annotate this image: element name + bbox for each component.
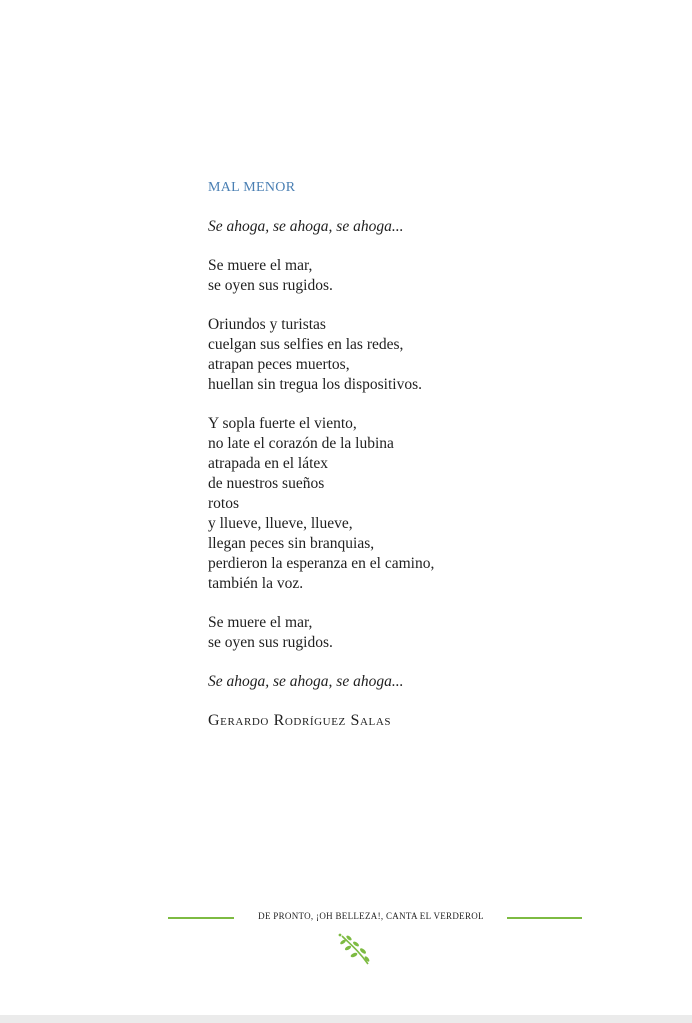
- poem-line: de nuestros sueños: [208, 475, 325, 492]
- poem: [208, 178, 628, 731]
- leaf-sprig-icon: [334, 930, 374, 968]
- poem-line: rotos: [208, 495, 239, 512]
- opening-refrain: Se ahoga, se ahoga, se ahoga...: [208, 218, 404, 235]
- stanza: [208, 256, 628, 296]
- poem-line: no late el corazón de la lubina: [208, 435, 394, 452]
- poem-line: Se muere el mar,: [208, 257, 313, 274]
- closing-refrain: Se ahoga, se ahoga, se ahoga...: [208, 673, 404, 690]
- poem-line: perdieron la esperanza en el camino,: [208, 555, 435, 572]
- footer-rule-left: [168, 917, 234, 919]
- poem-line: también la voz.: [208, 575, 304, 592]
- poem-line: Se muere el mar,: [208, 614, 313, 631]
- footer-rule-right: [507, 917, 582, 919]
- poem-line: atrapan peces muertos,: [208, 356, 350, 373]
- poem-line: Oriundos y turistas: [208, 316, 326, 333]
- poem-line: Y sopla fuerte el viento,: [208, 415, 357, 432]
- bottom-edge: [0, 1015, 692, 1023]
- poem-line: se oyen sus rugidos.: [208, 634, 333, 651]
- poem-line: cuelgan sus selfies en las redes,: [208, 336, 404, 353]
- poem-line: y llueve, llueve, llueve,: [208, 515, 353, 532]
- stanza: [208, 613, 628, 653]
- author-name: Gerardo Rodríguez Salas: [208, 712, 392, 729]
- page-footer: [168, 908, 582, 928]
- poem-line: huellan sin tregua los dispositivos.: [208, 376, 422, 393]
- stanza: [208, 414, 628, 594]
- poem-line: se oyen sus rugidos.: [208, 277, 333, 294]
- book-title: DE PRONTO, ¡OH BELLEZA!, CANTA EL VERDEROL: [258, 911, 484, 921]
- poem-line: llegan peces sin branquias,: [208, 535, 375, 552]
- poem-line: atrapada en el látex: [208, 455, 329, 472]
- poem-title: MAL MENOR: [208, 180, 296, 195]
- stanza: [208, 315, 628, 395]
